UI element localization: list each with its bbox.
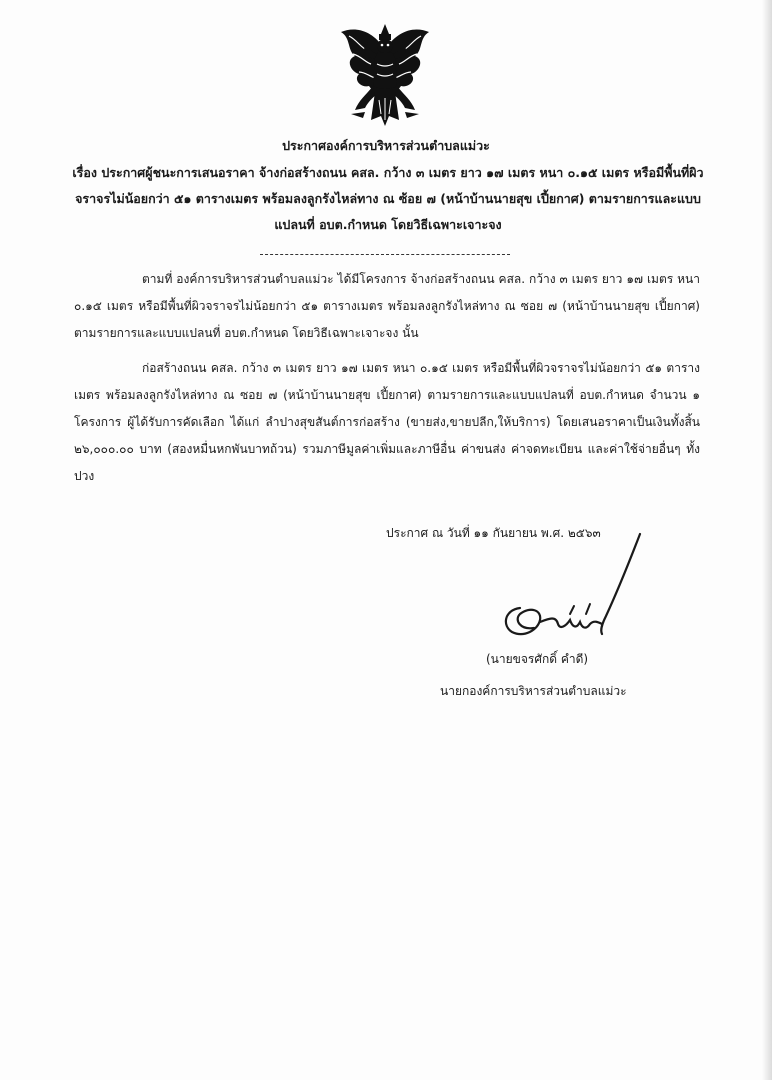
announcement-title: ประกาศองค์การบริหารส่วนตำบลแม่วะ [282,138,490,153]
body-paragraph-2: ก่อสร้างถนน คสล. กว้าง ๓ เมตร ยาว ๑๗ เมตร หนา ๐.๑๕ เมตร หรือมีพื้นที่ผิวจราจรไม่น้อยกว่า ๕๑ ตารางเมตร พร้อมลงลูกรังไหล่ทาง ณ ซอย ๗ (หน้าบ้านนายสุข เปี้ยกาศ) ตามรายการและแบบแปลนที่ อบต.กำหนด จำนวน ๑ โครงการ ผู้ได้รับการคัดเลือก ได้แก่ ลำปางสุขสันต์การก่อสร้าง (ขายส่ง,ขายปลีก,ให้บริการ) โดยเสนอราคาเป็นเงินทั้งสิ้น ๒๖,๐๐๐.๐๐ บาท (สองหมื่นหกพันบาทถ้วน) รวมภาษีมูลค่าเพิ่มและภาษีอื่น ค่าขนส่ง ค่าจดทะเบียน และค่าใช้จ่ายอื่นๆ ทั้งปวง [74,361,700,483]
signer-position: นายกองค์การบริหารส่วนตำบลแม่วะ [440,684,627,698]
signer-name: (นายขจรศักดิ์ คำดี) [486,652,589,666]
body-paragraph-1: ตามที่ องค์การบริหารส่วนตำบลแม่วะ ได้มีโครงการ จ้างก่อสร้างถนน คสล. กว้าง ๓ เมตร ยาว ๑๗ เมตร หนา ๐.๑๕ เมตร หรือมีพื้นที่ผิวจราจรไม่น้อยกว่า ๕๑ ตารางเมตร พร้อมลงลูกรังไหล่ทาง ณ ซอย ๗ (หน้าบ้านนายสุข เปี้ยกาศ) ตามรายการและแบบแปลนที่ อบต.กำหนด โดยวิธีเฉพาะเจาะจง นั้น [74,272,700,340]
handwritten-signature [490,530,660,660]
garuda-emblem-icon [335,20,435,132]
scan-edge-shadow [762,0,772,1080]
announcement-date: ประกาศ ณ วันที่ ๑๑ กันยายน พ.ศ. ๒๕๖๓ [386,526,601,540]
announcement-subject: เรื่อง ประกาศผู้ชนะการเสนอราคา จ้างก่อสร้างถนน คสล. กว้าง ๓ เมตร ยาว ๑๗ เมตร หนา ๐.๑๕ เมตร หรือมีพื้นที่ผิวจราจรไม่น้อยกว่า ๕๑ ตารางเมตร พร้อมลงลูกรังไหล่ทาง ณ ซ้อย ๗ (หน้าบ้านนายสุข เปี้ยกาศ) ตามรายการและแบบแปลนที่ อบต.กำหนด โดยวิธีเฉพาะเจาะจง [72,165,704,232]
dashed-separator [260,254,510,255]
